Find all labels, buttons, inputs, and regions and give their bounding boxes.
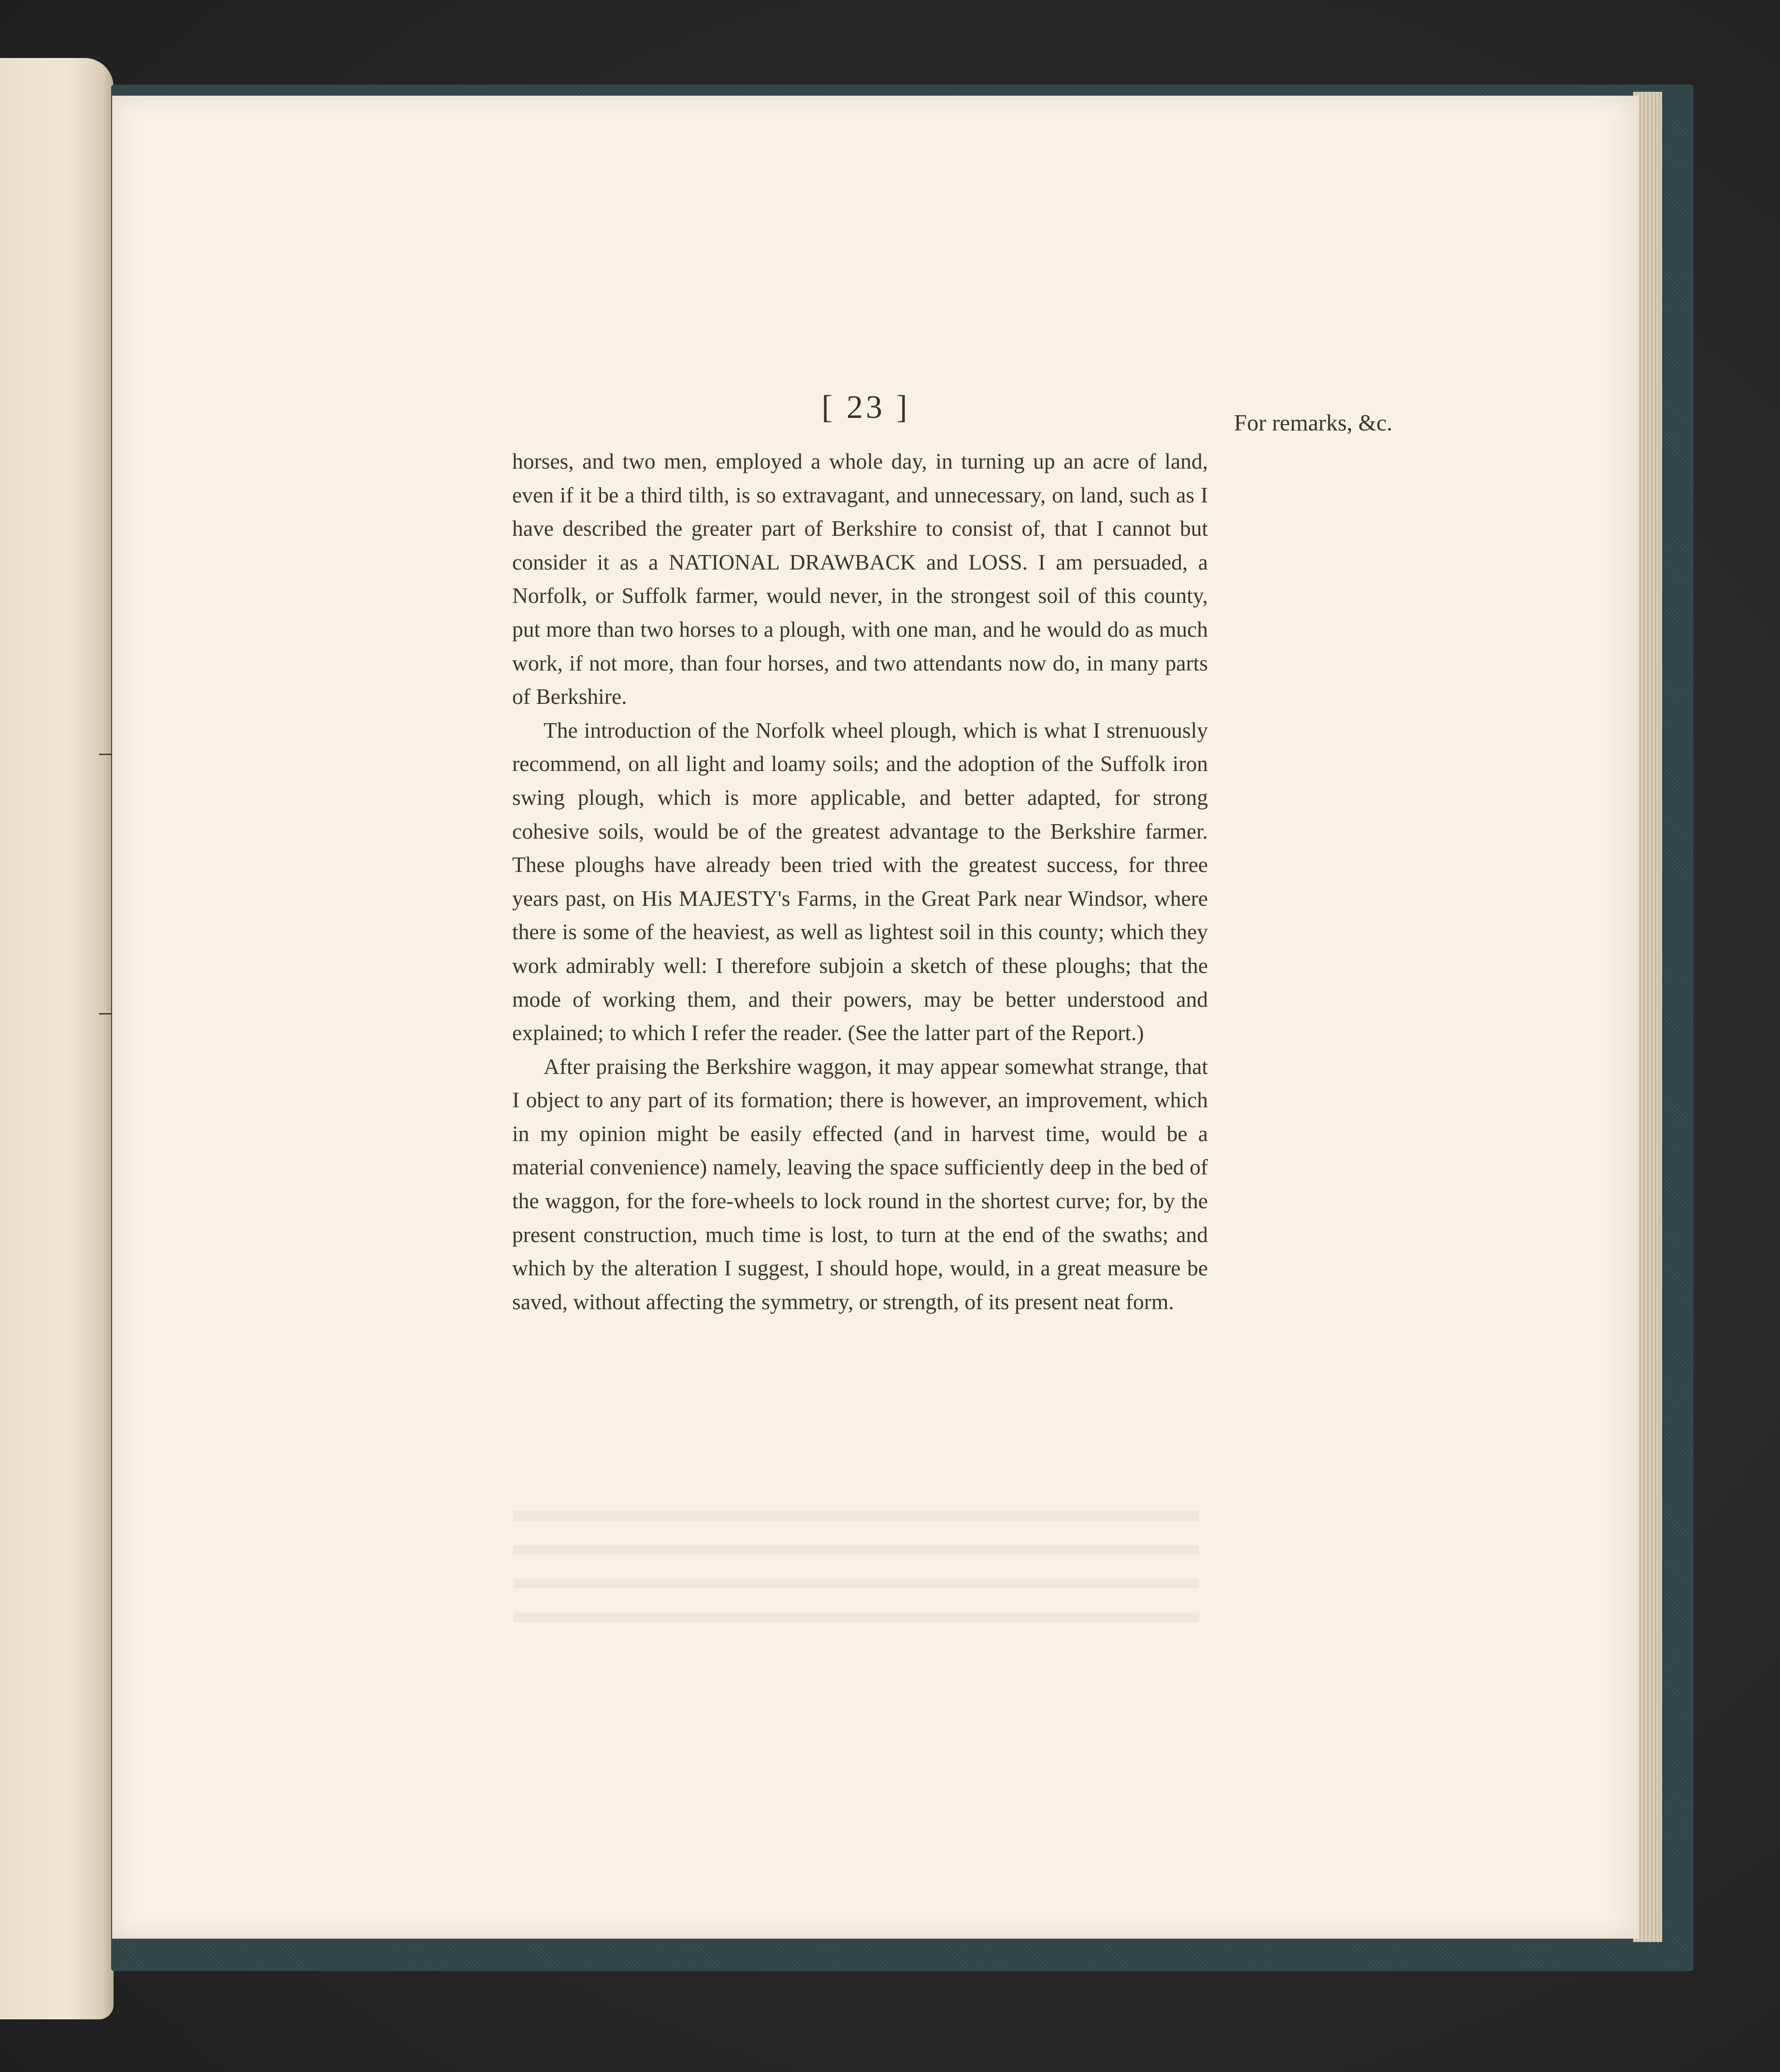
page-number: [ 23 ] (821, 388, 910, 425)
margin-mark (99, 754, 113, 755)
body-text (512, 444, 1208, 1318)
paragraph-3: After praising the Berkshire waggon, it may appear somewhat strange, that I object to any part of its formation; there is however, an improvement, which in my opinion might be easily effected (and in harvest time, would be a material convenience) namely, leaving the space sufficiently deep in the bed of the waggon, for the fore-wheels to lock round in the shortest curve; for, by the present construction, much time is lost, to turn at the end of the swaths; and which by the alteration I suggest, I should hope, would, in a great measure be saved, without affecting the symmetry, or strength, of its present neat form. (512, 1054, 1208, 1314)
book-page (112, 96, 1639, 1939)
paragraph-1: horses, and two men, employed a whole day, in turning up an acre of land, even if it be a third tilth, is so extravagant, and unnecessary, on land, such as I have described the greater part of Berkshire to consist of, that I cannot but consider it as a NATIONAL DRAWBACK and LOSS. I am persuaded, a Norfolk, or Suffolk farmer, would never, in the strongest soil of this county, put more than two horses to a plough, with one man, and he would do as much work, if not more, than four horses, and two attendants now do, in many parts of Berkshire. (512, 449, 1208, 709)
left-facing-page (0, 58, 114, 2019)
show-through-text (513, 1511, 1199, 1622)
margin-note: For remarks, &c. (1234, 410, 1392, 436)
margin-mark (99, 1013, 113, 1015)
paragraph-2: The introduction of the Norfolk wheel plough, which is what I strenuously recommend, on all light and loamy soils; and the adoption of the Suffolk iron swing plough, which is more applicable, and better adapted, for strong cohesive soils, would be of the greatest advantage to the Berkshire farmer. These ploughs have already been tried with the greatest success, for three years past, on His MAJESTY's Farms, in the Great Park near Windsor, where there is some of the heaviest, as well as lightest soil in this county; which they work admirably well: I therefore subjoin a sketch of these ploughs; that the mode of working them, and their powers, may be better understood and explained; to which I refer the reader. (See the latter part of the Report.) (512, 717, 1208, 1045)
